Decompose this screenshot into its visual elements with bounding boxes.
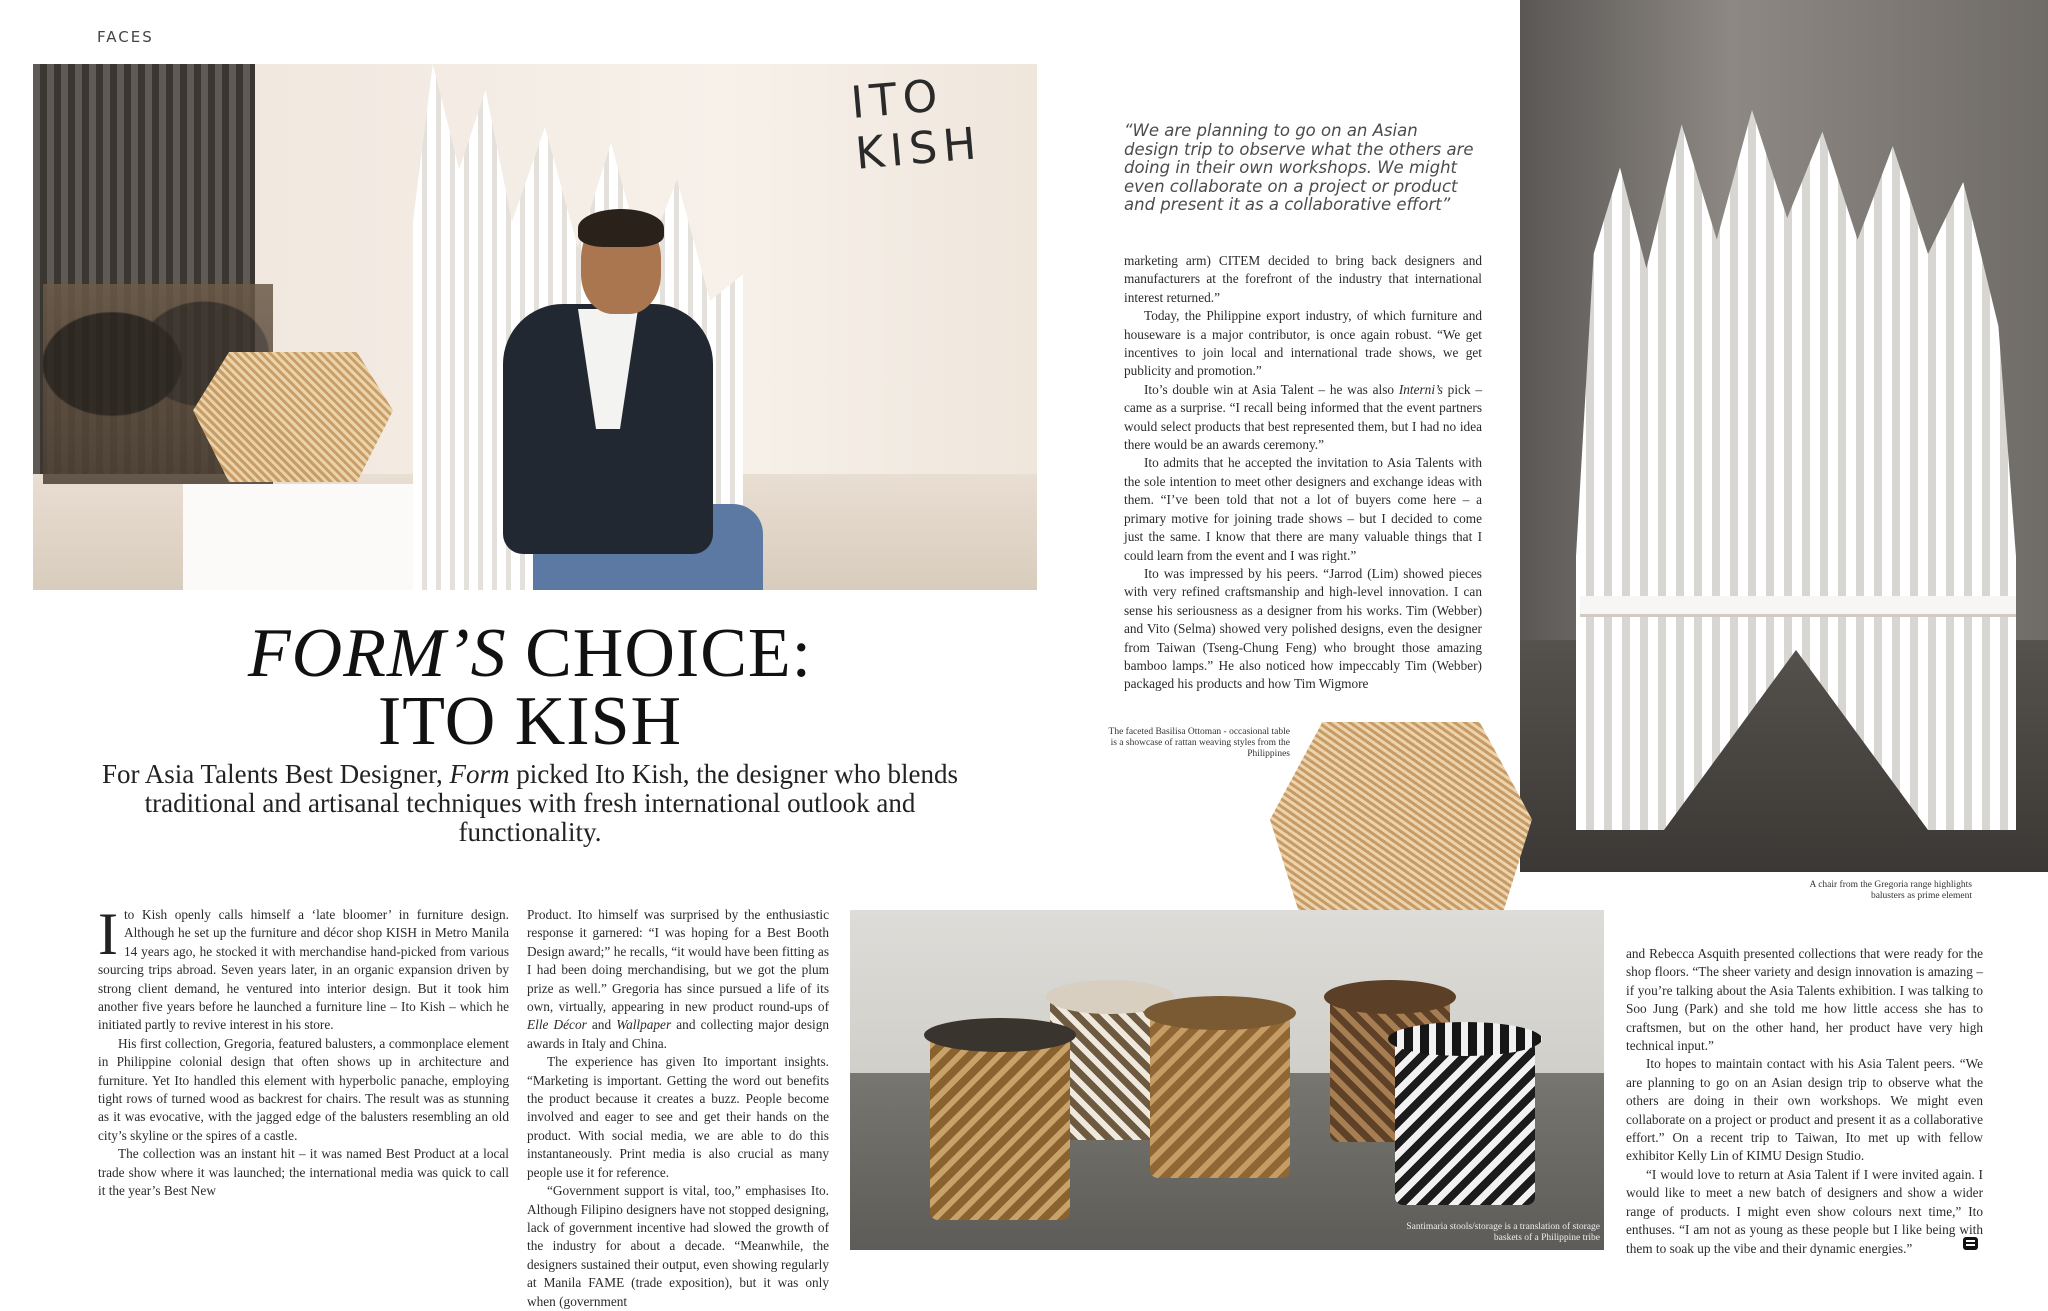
drop-cap: I <box>98 901 118 967</box>
chair-caption: A chair from the Gregoria range highlights balusters as prime element <box>1809 880 1972 901</box>
stool <box>1150 1008 1290 1178</box>
paragraph: Ito hopes to maintain contact with his Asia Talent peers. “We are planning to go on an Asian design trip to observe what the others are doing in their own workshops. We might even collaborate on a project or product and present it as a collaborative effort.” On a recent trip to Taiwan, Ito met up with fellow exhibitor Kelly Lin of KIMU Design Studio. <box>1626 1056 1983 1164</box>
rattan-ottoman <box>193 352 393 482</box>
paragraph: The collection was an instant hit – it was named Best Product at a local trade show where it was launched; the international media was quick to call it the year’s Best New <box>98 1146 509 1199</box>
body-column-4 <box>1626 945 1983 1258</box>
paragraph: marketing arm) CITEM decided to bring back designers and manufacturers at the forefront of the industry that international interest returned.” <box>1124 253 1482 305</box>
magazine-title: Elle Décor <box>527 1017 587 1033</box>
stool <box>1395 1035 1535 1205</box>
headline-line1: CHOICE: <box>506 615 813 692</box>
hero-photo <box>33 64 1037 590</box>
santimaria-stools-photo <box>850 910 1604 1250</box>
stool-lid <box>1324 980 1456 1014</box>
paragraph: The experience has given Ito important insights. “Marketing is important. Getting the word out benefits the product because it creates a buzz. People become involved and eager to see and get their hands on the product. With social media, we are able to do this instantaneously. Print media is also crucial as many people use it for reference. <box>527 1054 829 1180</box>
body-column-2 <box>527 906 829 1311</box>
paragraph: Ito was impressed by his peers. “Jarrod (Lim) showed pieces with very refined craftsmanship and high-level innovation. I can sense his seriousness as a designer from his works. Tim (Webber) and Vito (Selma) showed very polished designs, even the designer from Taiwan (Tseng-Chung Feng) who brought those amazing bamboo lamps.” He also noticed how impeccably Tim (Webber) packaged his products and how Tim Wigmore <box>1124 565 1482 692</box>
headline <box>30 615 1030 760</box>
form-logo-icon <box>1963 1237 1978 1250</box>
body-column-3 <box>1124 252 1482 694</box>
paragraph: and Rebecca Asquith presented collections that were ready for the shop floors. “The sheer variety and design innovation is amazing – if you’re talking about the Asia Talents exhibition. I was talking to Soo Jung (Park) and she told me how little access she has to craftsmen, but on the other hand, her product have very high technical input.” <box>1626 946 1983 1054</box>
magazine-title: Wallpaper <box>616 1017 672 1033</box>
paragraph <box>98 901 509 1035</box>
stools-caption: Santimaria stools/storage is a translation of storage baskets of a Philippine tribe <box>1406 1222 1600 1243</box>
gregoria-chair-photo <box>1520 0 2048 872</box>
designer-hair <box>578 209 664 247</box>
pull-quote: “We are planning to go on an Asian design trip to observe what the others are doing in their own workshops. We might even collaborate on a project or product and present it as a collaborative effort” <box>1124 121 1474 215</box>
paragraph: “Government support is vital, too,” emphasises Ito. Although Filipino designers have not stopped designing, lack of government incentive had slowed the growth of the industry for about a decade. “Meanwhile, the designers sustained their output, even showing regularly at Manila FAME (trade exposition), but it was only when (government <box>527 1183 829 1309</box>
stool <box>930 1030 1070 1220</box>
paragraph <box>527 906 829 1053</box>
body-column-1 <box>98 901 509 1201</box>
wall-wordmark: ITO KISH <box>848 70 985 180</box>
deck-part2: picked Ito Kish, the designer who blends traditional and artisanal techniques with fresh international outlook and functionality. <box>144 759 958 847</box>
paragraph-text: and collecting major design awards in Italy and China. <box>527 1017 829 1051</box>
paragraph-text: Ito’s double win at Asia Talent – he was also <box>1144 381 1399 397</box>
deck <box>90 760 970 847</box>
section-label: FACES <box>97 28 154 46</box>
paragraph-text: to Kish openly calls himself a ‘late bloomer’ in furniture design. Although he set up the furniture and décor shop KISH in Metro Manila 14 years ago, he stocked it with merchandise hand-picked from various sourcing trips abroad. Seven years later, in an organic expansion driven by strong client demand, he ventured into interior design. But it took him another five years before he launched a furniture line – Ito Kish – which he initiated partly to revive interest in his store. <box>98 907 509 1033</box>
deck-part1: For Asia Talents Best Designer, <box>102 759 450 789</box>
magazine-title: Interni’s <box>1398 381 1443 397</box>
ottoman-caption: The faceted Basilisa Ottoman - occasional table is a showcase of rattan weaving styles from the Philippines <box>1108 727 1290 759</box>
stool-lid <box>1388 1022 1542 1056</box>
paragraph: Today, the Philippine export industry, of which furniture and houseware is a major contributor, is once again robust. “We get incentives to join local and international trade shows, we get publicity and promotion.” <box>1124 308 1482 379</box>
stool-lid <box>1144 996 1296 1030</box>
stool-lid <box>924 1018 1076 1052</box>
paragraph: His first collection, Gregoria, featured balusters, a commonplace element in Philippine colonial design that often shows up in architecture and furniture. Yet Ito handled this element with hyperbolic panache, employing tight rows of turned wood as backrest for chairs. The result was as stunning as it was evocative, with the jagged edge of the balusters resembling an old city’s skyline or the spires of a castle. <box>98 1035 509 1143</box>
paragraph: Ito admits that he accepted the invitation to Asia Talents with the sole intention to meet other designers and exchange ideas with them. “I’ve been told that not a lot of buyers come here – a primary motive for joining trade shows – but I decided to come just the same. I know that there are many valuable things that I could learn from the event and I was right.” <box>1124 455 1482 563</box>
paragraph-text: and <box>586 1017 617 1033</box>
display-plinth <box>183 484 433 590</box>
headline-line2: ITO KISH <box>377 683 683 760</box>
chair-seat <box>1580 596 2016 614</box>
paragraph <box>1124 381 1482 455</box>
deck-italic: Form <box>449 759 510 789</box>
paragraph: “I would love to return at Asia Talent if I were invited again. I would like to meet a new batch of designers and show a wider range of products. I might even show colours next time,” Ito enthuses. “I am not as young as these people but I like being with them to soak up the vibe and their dynamic energies.” <box>1626 1166 1983 1256</box>
paragraph-text: pick – came as a surprise. “I recall being informed that the event partners would select products that best represented them, but I had no idea there would be an awards ceremony.” <box>1124 381 1482 453</box>
paragraph-text: Product. Ito himself was surprised by the enthusiastic response it garnered: “I was hoping for a Best Booth Design award;” he recalls, “it would have been fitting as I had been doing merchandising, but we got the plum prize as well.” Gregoria has since pursued a life of its own, virtually, appearing in new product round-ups of <box>527 907 829 1015</box>
headline-italic: FORM’S <box>247 615 507 692</box>
